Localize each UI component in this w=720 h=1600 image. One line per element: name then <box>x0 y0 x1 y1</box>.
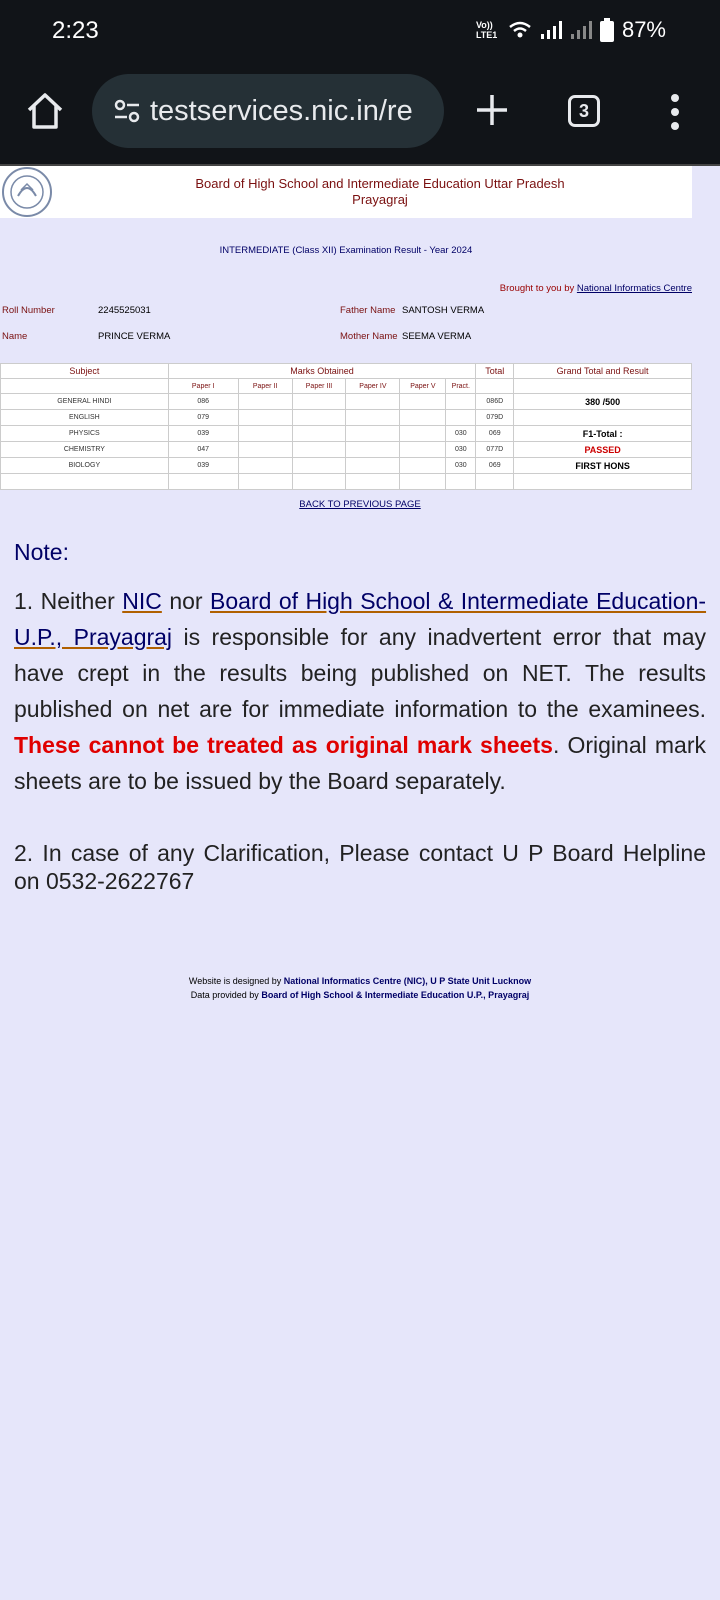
exam-title: INTERMEDIATE (Class XII) Examination Result - Year 2024 <box>219 245 473 256</box>
footer: Website is designed by National Informatics Centre (NIC), U P State Unit Lucknow Data provided by Board of High School & Intermediate Education U.P., Prayagraj <box>188 976 532 1000</box>
wifi-icon <box>508 20 532 40</box>
volte-icon: Vo)) LTE1 <box>475 20 498 40</box>
subject-header: Subject <box>1 364 169 379</box>
table-row <box>1 426 692 442</box>
note-title: Note: <box>14 539 69 565</box>
subject-cell: GENERAL HINDI <box>1 394 169 410</box>
mother-name-value: SEEMA VERMA <box>402 331 472 342</box>
note-item-1: 1. Neither NIC nor Board of High School & Intermediate Education-U.P., Prayagraj is responsible for any inadvertent error that may have crept in the results being published on NET. The results published on net are for immediate information to the examinees. These cannot be treated as original mark sheets. Original mark sheets are to be issued by the Board separately. <box>14 588 707 794</box>
total-cell: 069 <box>476 458 514 474</box>
roll-number-value: 2245525031 <box>98 305 151 316</box>
tab-switcher-button[interactable]: 3 <box>568 95 600 127</box>
table-header-row <box>1 364 692 379</box>
paper-1-cell: 079 <box>168 410 238 426</box>
result-status: PASSED <box>514 442 692 458</box>
browser-toolbar <box>0 62 720 166</box>
up-board-logo-icon <box>0 166 54 218</box>
url-text[interactable]: testservices.nic.in/re <box>150 94 413 127</box>
division: FIRST HONS <box>514 458 692 474</box>
table-row <box>1 458 692 474</box>
home-icon[interactable] <box>24 90 66 132</box>
marks-header: Marks Obtained <box>168 364 476 379</box>
grand-total-cell <box>514 410 692 426</box>
subject-cell: PHYSICS <box>1 426 169 442</box>
more-menu-icon[interactable] <box>666 92 684 132</box>
paper-5-header: Paper V <box>400 379 446 394</box>
note-item-2: 2. In case of any Clarification, Please contact U P Board Helpline on 0532-2622767 <box>14 840 706 894</box>
signal-weak-icon <box>570 20 592 40</box>
system-icons <box>476 17 666 43</box>
site-settings-icon[interactable] <box>114 98 140 124</box>
battery-percent: 87% <box>621 17 666 42</box>
marks-table <box>0 363 692 490</box>
subject-cell: ENGLISH <box>1 410 169 426</box>
name-label: Name <box>2 331 28 342</box>
new-tab-icon[interactable] <box>474 92 510 128</box>
practical-cell: 030 <box>446 458 476 474</box>
roll-number-label: Roll Number <box>2 305 55 316</box>
nic-note-link[interactable]: NIC <box>122 588 162 614</box>
name-value: PRINCE VERMA <box>98 331 171 342</box>
paper-1-cell: 086 <box>168 394 238 410</box>
total-header: Total <box>476 364 514 379</box>
paper-2-header: Paper II <box>238 379 292 394</box>
mother-name-label: Mother Name <box>340 331 398 342</box>
board-note-link[interactable]: Board of High School & Intermediate Education-U.P., Prayagraj <box>14 588 707 650</box>
clock: 2:23 <box>52 17 99 44</box>
practical-cell: 030 <box>446 426 476 442</box>
battery-icon <box>600 18 614 42</box>
subject-cell: CHEMISTRY <box>1 442 169 458</box>
paper-4-header: Paper IV <box>346 379 400 394</box>
status-bar <box>0 0 720 62</box>
father-name-value: SANTOSH VERMA <box>402 305 485 316</box>
paper-3-header: Paper III <box>292 379 346 394</box>
practical-cell <box>446 394 476 410</box>
total-cell: 069 <box>476 426 514 442</box>
total-cell: 077D <box>476 442 514 458</box>
nic-link[interactable]: National Informatics Centre <box>576 283 692 294</box>
paper-1-cell: 047 <box>168 442 238 458</box>
table-row <box>1 474 692 490</box>
total-cell: 086D <box>476 394 514 410</box>
practical-header: Pract. <box>446 379 476 394</box>
back-to-previous-page-link[interactable]: BACK TO PREVIOUS PAGE <box>299 499 421 510</box>
page-content <box>0 166 720 1600</box>
father-name-label: Father Name <box>340 305 396 316</box>
table-row <box>1 394 692 410</box>
practical-cell: 030 <box>446 442 476 458</box>
table-row <box>1 410 692 426</box>
table-subheader-row <box>1 379 692 394</box>
board-header <box>0 166 692 218</box>
board-title: Board of High School and Intermediate Education Uttar Pradesh Prayagraj <box>195 176 565 207</box>
practical-cell <box>446 410 476 426</box>
paper-1-cell: 039 <box>168 426 238 442</box>
table-row <box>1 442 692 458</box>
brought-by: Brought to you by National Informatics Centre <box>499 283 692 294</box>
disclaimer-warning: These cannot be treated as original mark sheets <box>14 732 553 758</box>
subject-cell: BIOLOGY <box>1 458 169 474</box>
address-bar[interactable] <box>92 74 444 148</box>
signal-icon <box>540 20 562 40</box>
grand-total-cell: 380 /500 <box>514 394 692 410</box>
total-cell: 079D <box>476 410 514 426</box>
f1-total-label: F1-Total : <box>514 426 692 442</box>
paper-1-header: Paper I <box>168 379 238 394</box>
grand-header: Grand Total and Result <box>514 364 692 379</box>
paper-1-cell: 039 <box>168 458 238 474</box>
